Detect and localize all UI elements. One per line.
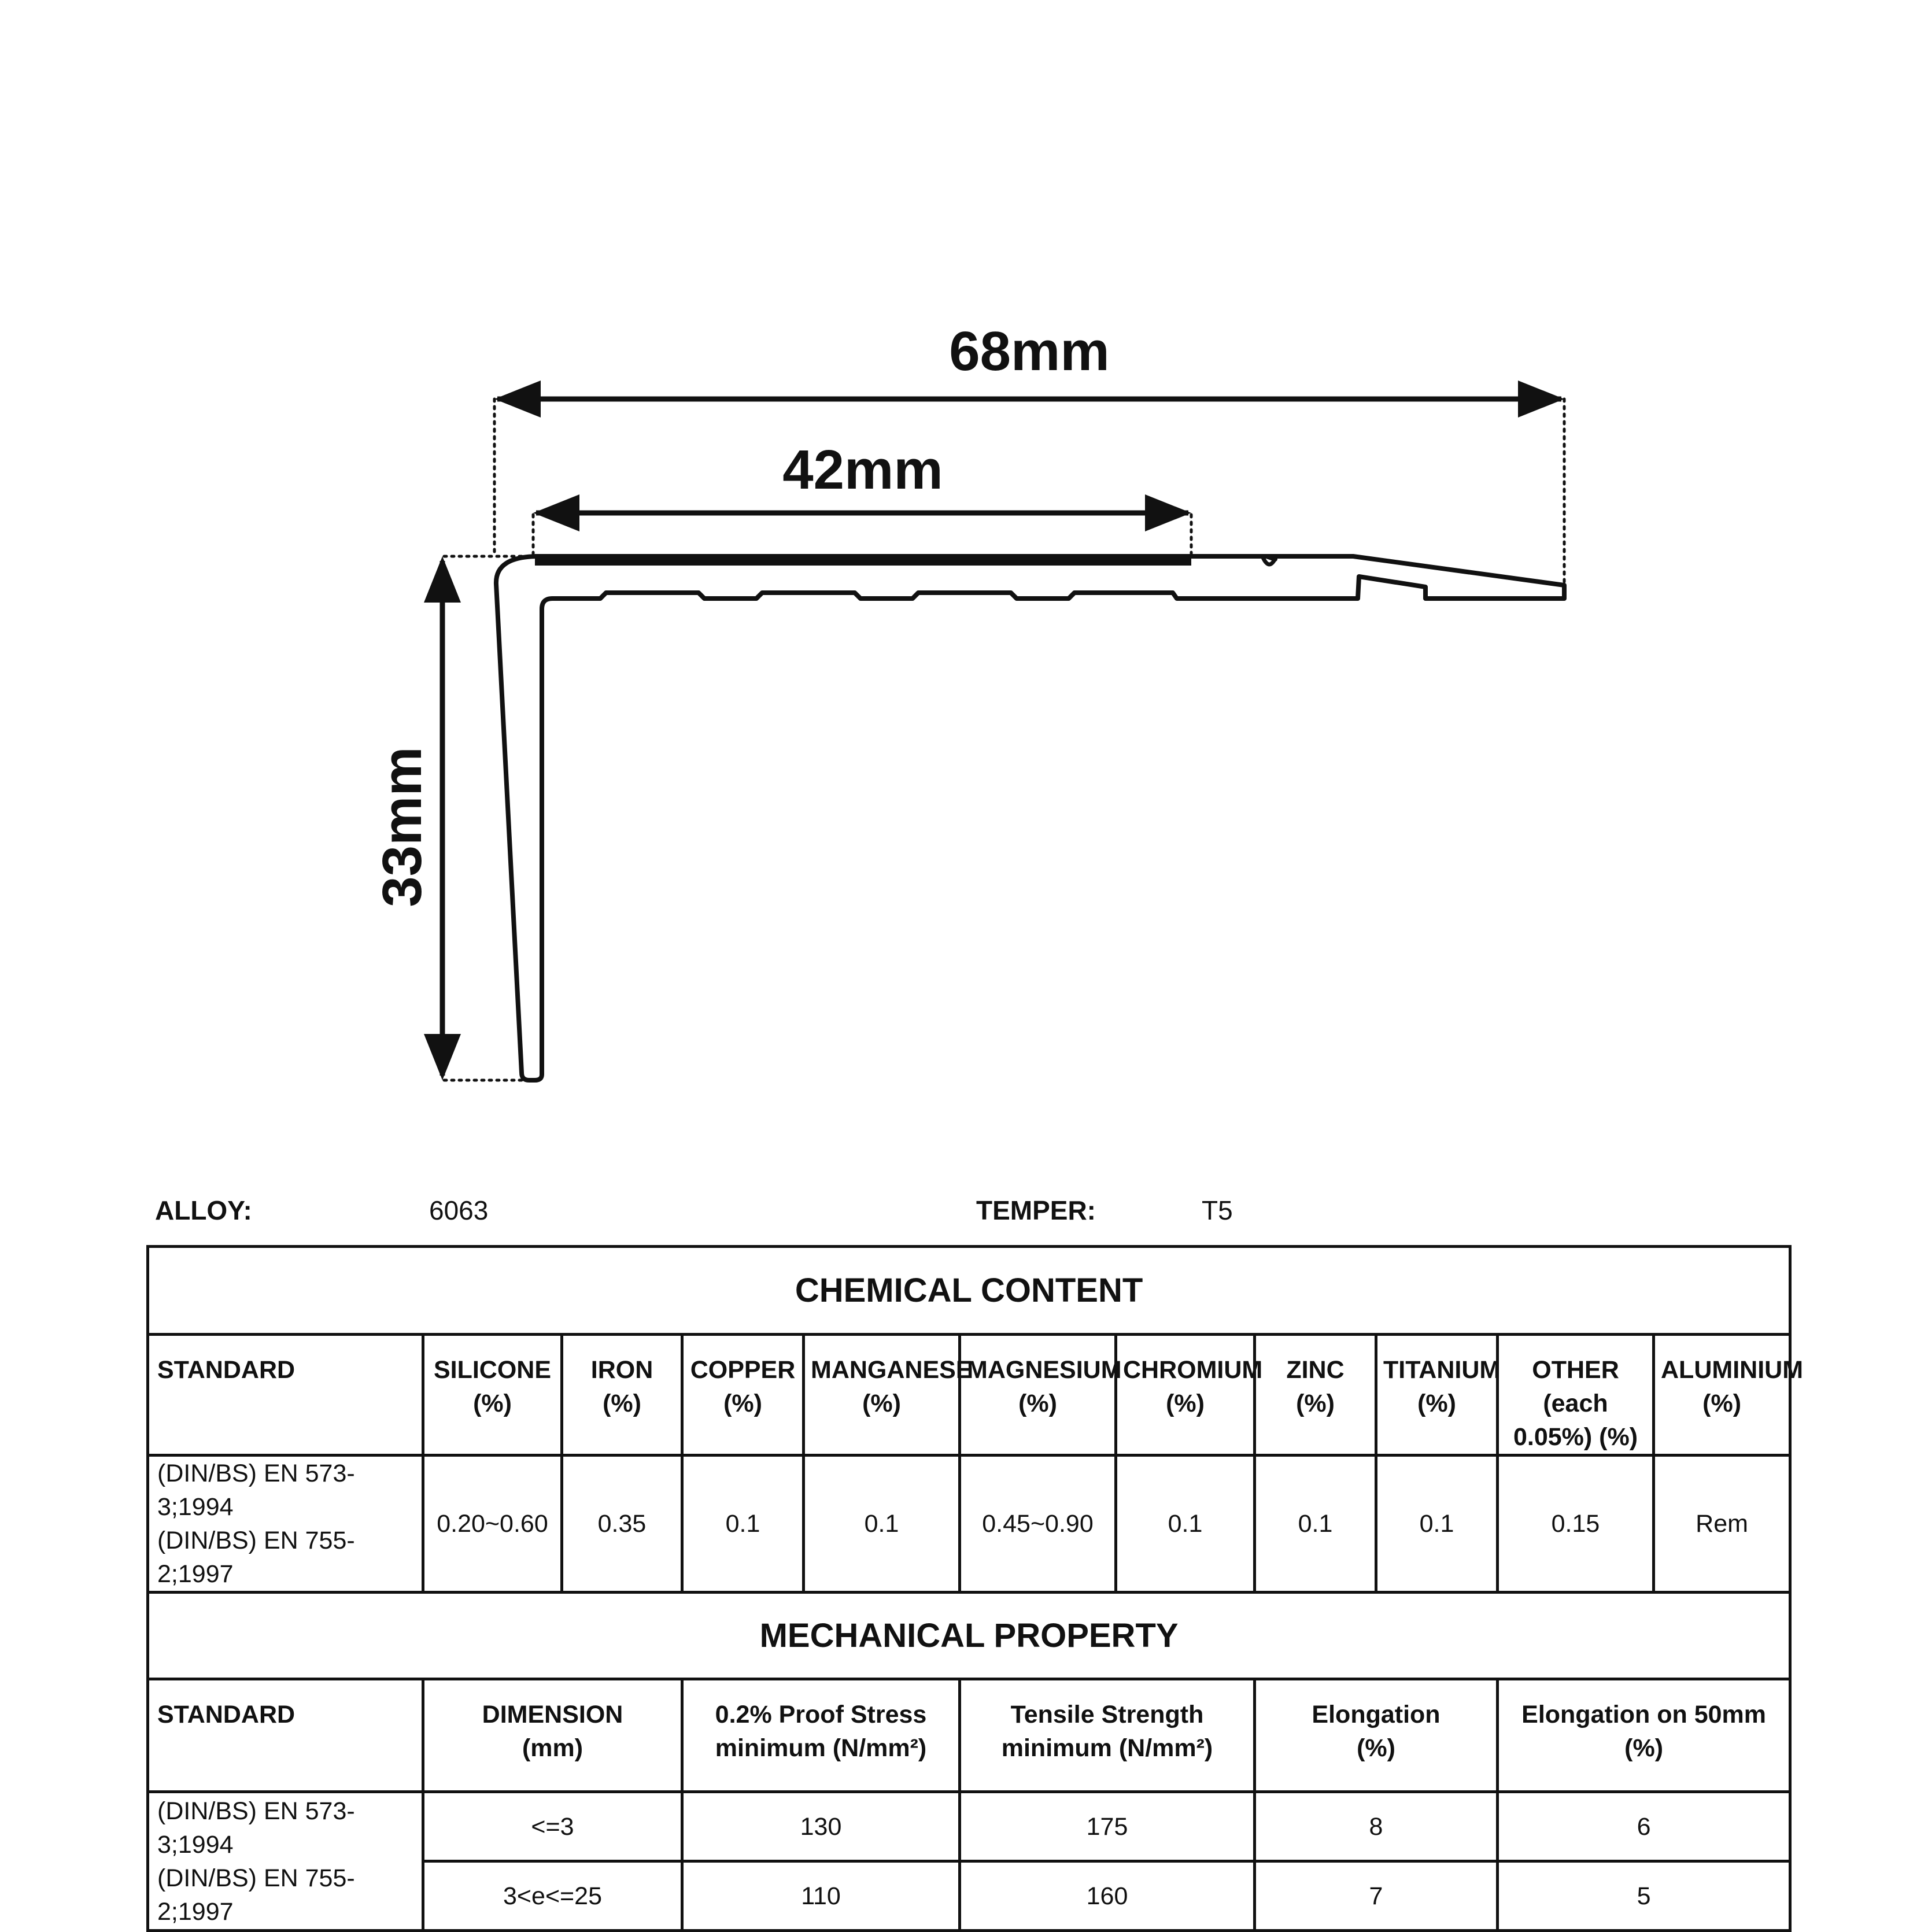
chemical-title: CHEMICAL CONTENT — [148, 1247, 1790, 1335]
chemical-value-row — [148, 1456, 1790, 1593]
chemical-title-row — [148, 1247, 1790, 1335]
col-silicone: SILICONE (%) — [423, 1335, 562, 1456]
col-titanium: TITANIUM (%) — [1376, 1335, 1498, 1456]
dimension-label-42mm: 42mm — [782, 439, 943, 501]
value-tensile-1: 175 — [960, 1792, 1255, 1861]
col-copper: COPPER (%) — [682, 1335, 804, 1456]
value-elongation-50mm-2: 5 — [1498, 1861, 1790, 1931]
col-dimension: DIMENSION (mm) — [423, 1679, 682, 1792]
temper-value: T5 — [1202, 1195, 1233, 1225]
col-proof-stress: 0.2% Proof Stress minimum (N/mm²) — [682, 1679, 960, 1792]
mechanical-title-row — [148, 1593, 1790, 1679]
chemical-standard-cell: (DIN/BS) EN 573-3;1994 (DIN/BS) EN 755-2;1997 — [148, 1456, 423, 1593]
spec-table — [146, 1245, 1804, 1932]
dimension-label-68mm: 68mm — [949, 320, 1110, 382]
col-manganese: MANGANESE (%) — [804, 1335, 960, 1456]
value-elongation-2: 7 — [1255, 1861, 1498, 1931]
mechanical-title: MECHANICAL PROPERTY — [148, 1593, 1790, 1679]
dimension-arrows — [424, 381, 1564, 1080]
profile-outline — [496, 556, 1564, 1080]
alloy-label: ALLOY: — [155, 1195, 252, 1225]
col-elongation-50mm: Elongation on 50mm (%) — [1498, 1679, 1790, 1792]
col-chromium: CHROMIUM (%) — [1116, 1335, 1255, 1456]
col-iron: IRON (%) — [562, 1335, 682, 1456]
col-elongation: Elongation (%) — [1255, 1679, 1498, 1792]
value-elongation-1: 8 — [1255, 1792, 1498, 1861]
value-manganese: 0.1 — [804, 1456, 960, 1593]
col-zinc: ZINC (%) — [1255, 1335, 1376, 1456]
insert-strip — [535, 554, 1191, 566]
value-titanium: 0.1 — [1376, 1456, 1498, 1593]
dimension-label-33mm: 33mm — [371, 747, 433, 907]
col-magnesium: MAGNESIUM (%) — [960, 1335, 1116, 1456]
value-elongation-50mm-1: 6 — [1498, 1792, 1790, 1861]
alloy-value: 6063 — [429, 1195, 489, 1225]
value-iron: 0.35 — [562, 1456, 682, 1593]
mechanical-header-row — [148, 1679, 1790, 1792]
mechanical-standard-header: STANDARD — [148, 1679, 423, 1792]
col-aluminium: ALUMINIUM (%) — [1654, 1335, 1790, 1456]
value-zinc: 0.1 — [1255, 1456, 1376, 1593]
value-tensile-2: 160 — [960, 1861, 1255, 1931]
value-copper: 0.1 — [682, 1456, 804, 1593]
chemical-standard-header: STANDARD — [148, 1335, 423, 1456]
mechanical-row-1 — [148, 1792, 1790, 1861]
temper-label: TEMPER: — [976, 1195, 1096, 1225]
value-chromium: 0.1 — [1116, 1456, 1255, 1593]
value-silicone: 0.20~0.60 — [423, 1456, 562, 1593]
value-aluminium: Rem — [1654, 1456, 1790, 1593]
value-proof-stress-2: 110 — [682, 1861, 960, 1931]
width-68-arrow — [494, 381, 1564, 418]
col-other: OTHER (each 0.05%) (%) — [1498, 1335, 1654, 1456]
chemical-header-row — [148, 1335, 1790, 1456]
value-proof-stress-1: 130 — [682, 1792, 960, 1861]
value-dimension-1: <=3 — [423, 1792, 682, 1861]
extension-lines — [444, 399, 1564, 1080]
value-magnesium: 0.45~0.90 — [960, 1456, 1116, 1593]
mechanical-standard-cell: (DIN/BS) EN 573-3;1994 (DIN/BS) EN 755-2;1997 — [148, 1792, 423, 1931]
col-tensile-strength: Tensile Strength minimum (N/mm²) — [960, 1679, 1255, 1792]
value-other: 0.15 — [1498, 1456, 1654, 1593]
value-dimension-2: 3<e<=25 — [423, 1861, 682, 1931]
